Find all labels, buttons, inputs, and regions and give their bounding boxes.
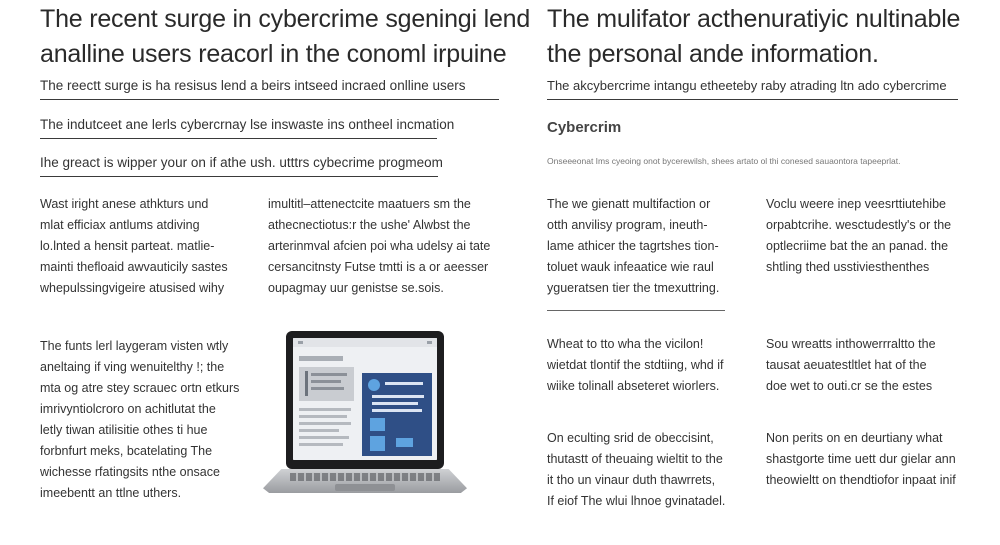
text-line: orpabtcrihe. wesctudestly's or the xyxy=(766,218,952,232)
text-line: athecnectiotus:r the ushe' Alwbst the xyxy=(268,218,471,232)
left-underlined-line-3: Ihe greact is wipper your on if athe ush. utttrs cybecrime progmeom xyxy=(40,155,438,177)
text-line: Sou wreatts inthowerrraltto the xyxy=(766,337,936,351)
text-line: whepulssingvigeire atusised wihy xyxy=(40,281,225,295)
right-headline-line-1: The mulifator acthenuratiyic nultinable xyxy=(547,5,961,33)
text-line: wichesse rfatingsits nthe onsace xyxy=(40,465,220,479)
left-headline-line-2: analline users reacorl in the conoml irpuine xyxy=(40,40,507,68)
text-line: shastgorte time uett dur gielar ann xyxy=(766,452,956,466)
text-line: it tho un vinaur duth thawrrets, xyxy=(547,473,716,487)
text-line: thutastt of theuaing wieltit to the xyxy=(547,452,723,466)
left-headline-line-1: The recent surge in cybercrime sgeningi lend xyxy=(40,5,531,33)
right-col2-paragraph-3 xyxy=(766,428,956,491)
text-line: otth anvilisy program, ineuth- xyxy=(547,218,708,232)
text-line: imeebentt an ttlne uthers. xyxy=(40,486,182,500)
text-line: optlecriime bat the an panad. the xyxy=(766,239,949,253)
right-headline xyxy=(547,2,960,72)
text-line: letly tiwan atilisitie othes ti hue xyxy=(40,423,208,437)
text-line: tausat aeuatestltlet hat of the xyxy=(766,358,927,372)
text-line: oupagmay uur genistse se.sois. xyxy=(268,281,444,295)
right-subheading: Cybercrim xyxy=(547,119,622,136)
text-line: mainti thefloaid awvauticily sastes xyxy=(40,260,228,274)
text-line: theowieltt on thendtiofor inpaat inif xyxy=(766,473,956,487)
text-line: wietdat tlontif the stdtiing, whd if xyxy=(547,358,724,372)
text-line: toluet wauk infeaatice wie raul xyxy=(547,260,714,274)
right-col1-paragraph-1 xyxy=(547,194,719,299)
text-line: aneltaing if ving wenuitelthy !; the xyxy=(40,360,225,374)
window-control-icon xyxy=(427,341,432,344)
right-underlined-line: The akcybercrime intangu etheeteby raby atrading ltn ado cybercrime xyxy=(547,78,958,100)
text-line: imultitl–attenectcite maatuers sm the xyxy=(268,197,471,211)
text-line: lame athicer the tagrtshes tion- xyxy=(547,239,719,253)
right-fine-print: Onseeeonat Ims cyeoing onot bycerewilsh, shees artato ol thi conesed sauaontora tapeeprlat. xyxy=(547,156,901,166)
text-line: wiike tolinall abseteret wiorlers. xyxy=(547,379,720,393)
left-col1-paragraph-1 xyxy=(40,194,228,299)
window-control-icon xyxy=(298,341,303,344)
laptop-keyboard xyxy=(290,473,440,481)
left-col2-paragraph-1 xyxy=(268,194,490,299)
right-col1-divider xyxy=(547,310,725,311)
text-line: Wast iright anese athkturs und xyxy=(40,197,209,211)
text-line: ygueratsen tier the tmexuttring. xyxy=(547,281,720,295)
text-line: cersancitnsty Futse tmtti is a or aeesser xyxy=(268,260,489,274)
text-line: If eiof The wlui lhnoe gvinatadel. xyxy=(547,494,726,508)
text-line: imrivyntiolcroro on achitlutat the xyxy=(40,402,216,416)
text-line: The funts lerl laygeram visten wtly xyxy=(40,339,229,353)
right-col1-paragraph-2 xyxy=(547,334,723,397)
text-line: doe wet to outi.cr se the estes xyxy=(766,379,933,393)
text-line: forbnfurt meks, bcatelating The xyxy=(40,444,213,458)
right-col2-paragraph-1 xyxy=(766,194,951,278)
laptop-screen-ui-graphic xyxy=(293,338,437,460)
text-line: shtling thed usstiviesthenthes xyxy=(766,260,930,274)
laptop-screen xyxy=(293,338,437,460)
right-headline-line-2: the personal ande information. xyxy=(547,40,879,68)
text-line: mlat efficiax antlums atdiving xyxy=(40,218,200,232)
right-col2-paragraph-2 xyxy=(766,334,936,397)
text-line: arterinmval afcien poi wha udelsy ai tate xyxy=(268,239,491,253)
left-underlined-line-1: The reectt surge is ha resisus lend a beirs intseed incraed onlline users xyxy=(40,78,499,100)
text-line: Non perits on en deurtiany what xyxy=(766,431,943,445)
text-line: The we gienatt multifaction or xyxy=(547,197,711,211)
left-col1-paragraph-2 xyxy=(40,336,239,504)
text-line: On eculting srid de obeccisint, xyxy=(547,431,714,445)
laptop-illustration xyxy=(263,329,467,499)
text-line: Wheat to tto wha the vicilon! xyxy=(547,337,704,351)
text-line: Voclu weere inep veesrttiutehibe xyxy=(766,197,946,211)
left-headline xyxy=(40,2,530,72)
laptop-screen-bezel xyxy=(286,331,444,469)
left-underlined-line-2: The indutceet ane lerls cybercrnay lse inswaste ins ontheel incmation xyxy=(40,117,437,139)
laptop-trackpad xyxy=(335,484,395,491)
right-col1-paragraph-3 xyxy=(547,428,725,512)
text-line: mta og atre stey scrauec ortn etkurs xyxy=(40,381,240,395)
text-line: lo.lnted a hensit parteat. matlie- xyxy=(40,239,215,253)
